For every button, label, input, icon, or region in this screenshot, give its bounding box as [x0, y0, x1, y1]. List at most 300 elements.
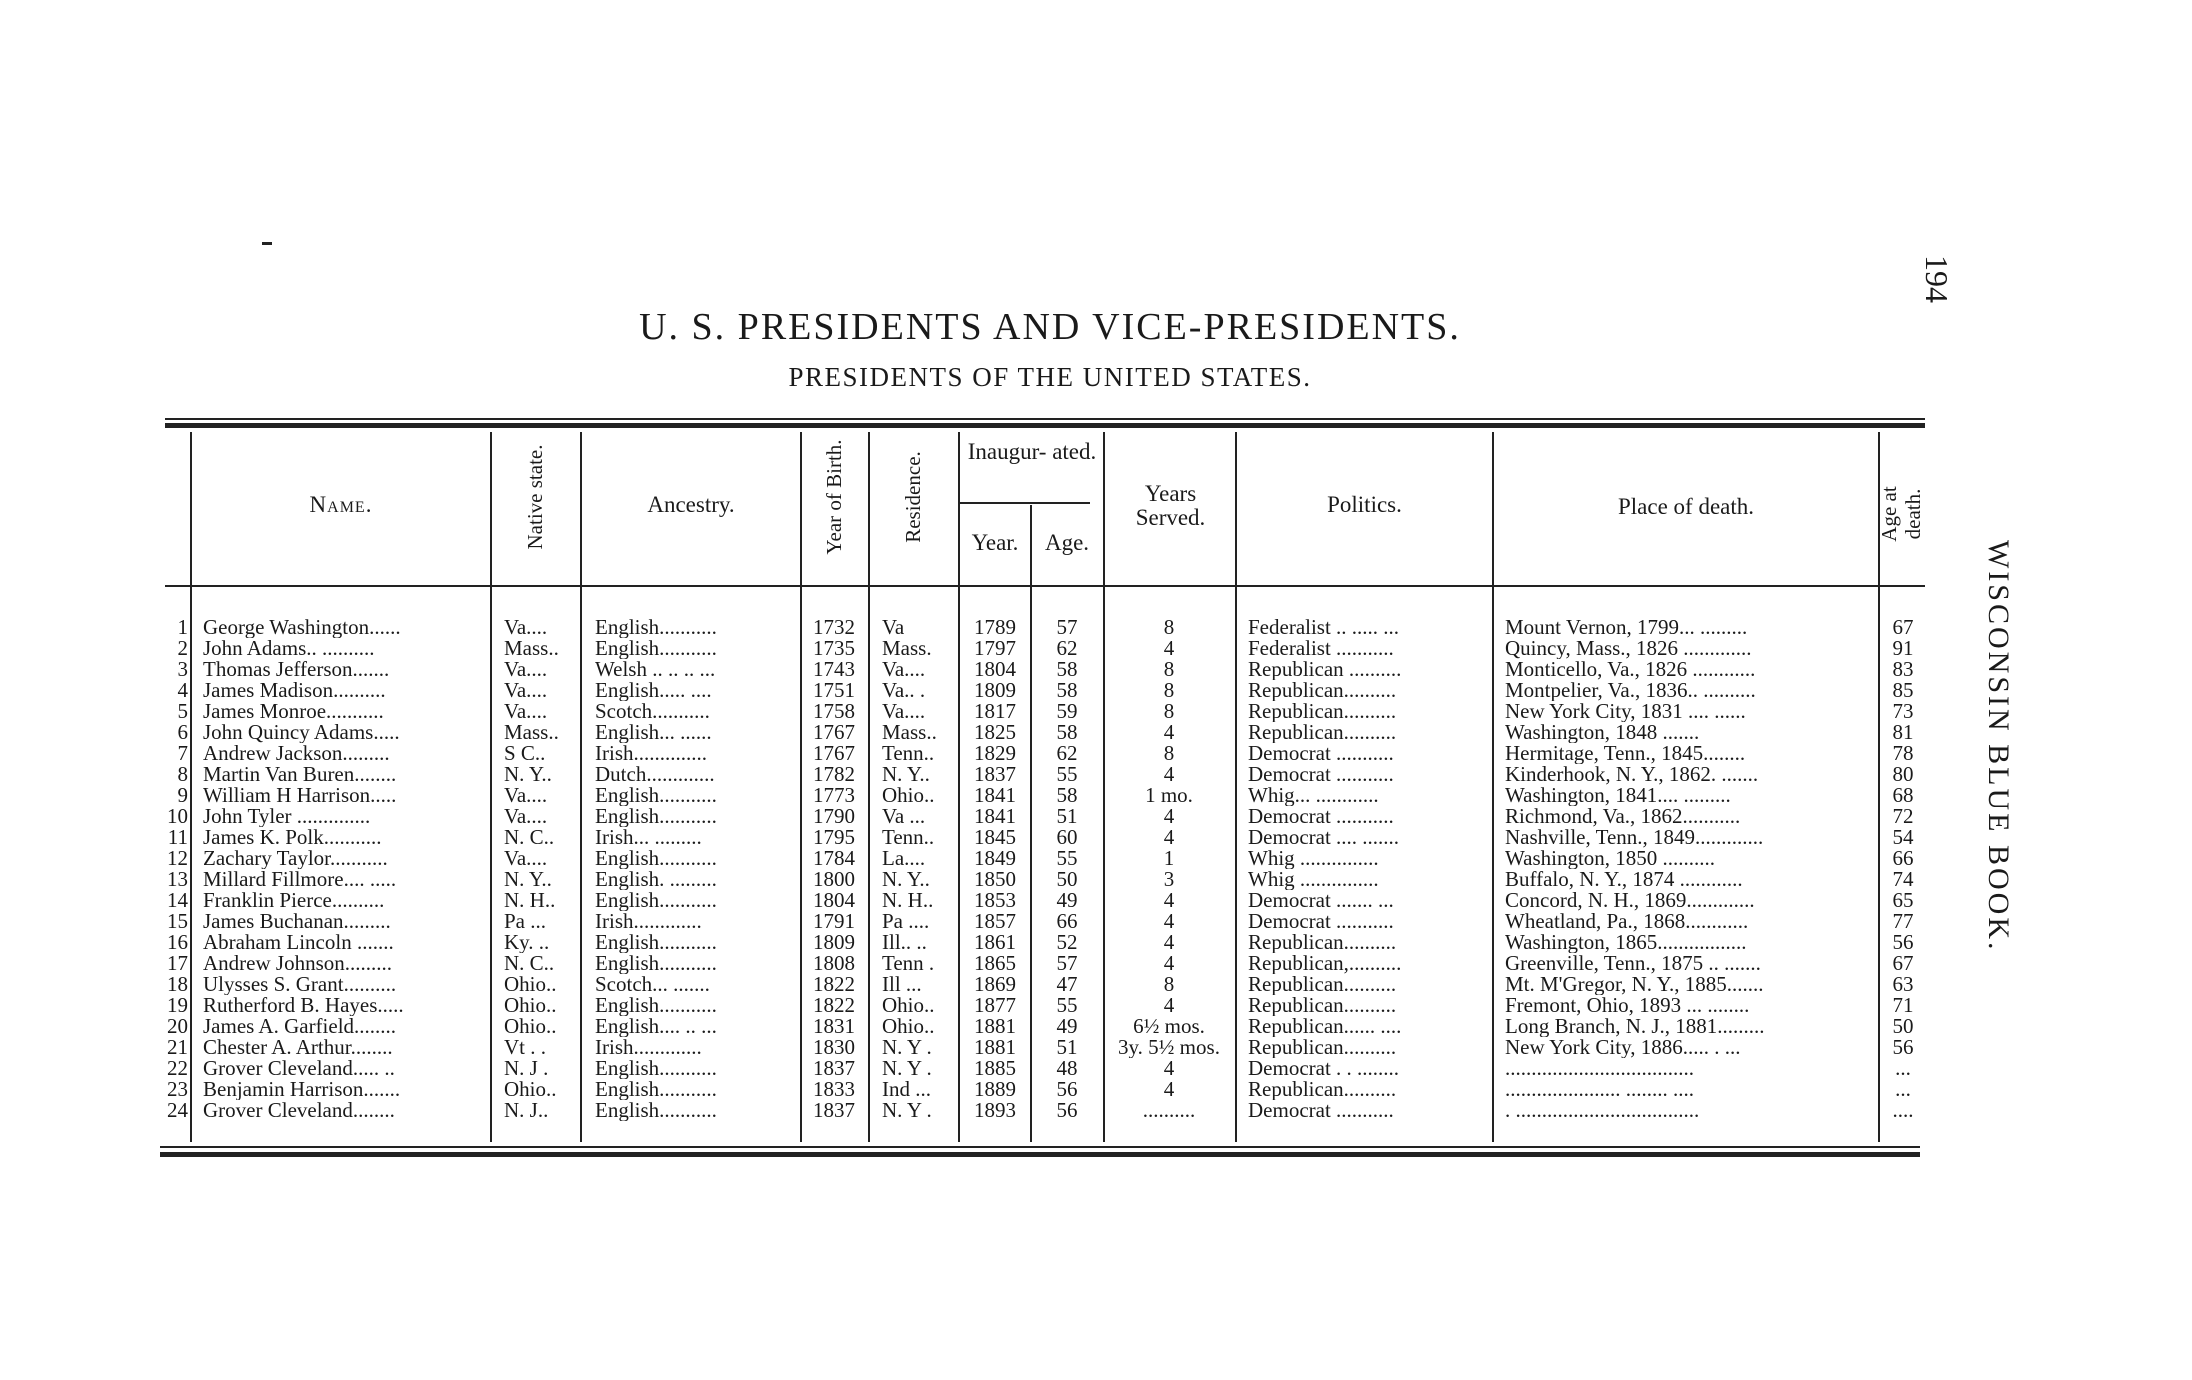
- cell-year: 1809: [974, 680, 1016, 701]
- cell-residence: Mass.: [882, 638, 932, 659]
- cell-no: 23: [167, 1079, 188, 1100]
- cell-politics: Whig... ............: [1248, 785, 1379, 806]
- cell-no: 7: [177, 743, 188, 764]
- cell-no: 9: [177, 785, 188, 806]
- cell-death: . ...................................: [1505, 1100, 1700, 1121]
- cell-birth: 1808: [813, 953, 855, 974]
- table-row: [0, 932, 2000, 953]
- cell-age-death: 78: [1892, 743, 1914, 764]
- cell-residence: Tenn .: [882, 953, 935, 974]
- cell-ancestry: English...........: [595, 995, 717, 1016]
- cell-birth: 1751: [813, 680, 855, 701]
- cell-ancestry: Irish..............: [595, 743, 707, 764]
- cell-name: George Washington......: [203, 617, 401, 638]
- cell-age-death: 56: [1892, 1037, 1914, 1058]
- cell-ancestry: Dutch.............: [595, 764, 715, 785]
- cell-age: 59: [1056, 701, 1078, 722]
- table-row: [0, 743, 2000, 764]
- cell-age: 49: [1056, 1016, 1078, 1037]
- table-row: [0, 911, 2000, 932]
- cell-name: Grover Cleveland..... ..: [203, 1058, 395, 1079]
- table-row: [0, 869, 2000, 890]
- cell-served: 4: [1163, 722, 1175, 743]
- cell-age-death: 80: [1892, 764, 1914, 785]
- cell-age: 58: [1056, 722, 1078, 743]
- cell-state: N. J .: [504, 1058, 549, 1079]
- cell-name: Andrew Johnson.........: [203, 953, 392, 974]
- cell-name: Zachary Taylor...........: [203, 848, 388, 869]
- cell-death: ...................... ........ ....: [1505, 1079, 1694, 1100]
- header-inaugurated-year: Year.: [971, 530, 1019, 555]
- cell-ancestry: English...........: [595, 848, 717, 869]
- cell-state: Ohio..: [504, 974, 557, 995]
- header-age-at-death: Age at death.: [1877, 486, 1925, 542]
- header-ancestry: Ancestry.: [647, 492, 735, 517]
- cell-age: 58: [1056, 659, 1078, 680]
- cell-residence: Va....: [882, 701, 926, 722]
- cell-birth: 1773: [813, 785, 855, 806]
- cell-name: Franklin Pierce..........: [203, 890, 385, 911]
- header-name: Name.: [309, 492, 373, 517]
- cell-age-death: 54: [1892, 827, 1914, 848]
- cell-name: James A. Garfield........: [203, 1016, 397, 1037]
- cell-served: 8: [1163, 680, 1175, 701]
- cell-ancestry: Scotch... .......: [595, 974, 710, 995]
- cell-birth: 1831: [813, 1016, 855, 1037]
- cell-birth: 1822: [813, 974, 855, 995]
- cell-residence: Ohio..: [882, 785, 935, 806]
- cell-residence: Va.. .: [882, 680, 926, 701]
- cell-death: Hermitage, Tenn., 1845........: [1505, 743, 1746, 764]
- cell-residence: Ill ...: [882, 974, 922, 995]
- cell-name: Grover Cleveland........: [203, 1100, 395, 1121]
- running-head: WISCONSIN BLUE BOOK.: [1982, 540, 2015, 953]
- cell-state: Va....: [504, 785, 548, 806]
- cell-state: Mass..: [504, 722, 559, 743]
- cell-politics: Republican..........: [1248, 932, 1397, 953]
- cell-age-death: 91: [1892, 638, 1914, 659]
- cell-politics: Whig ...............: [1248, 869, 1379, 890]
- cell-state: Va....: [504, 806, 548, 827]
- cell-name: John Adams.. ..........: [203, 638, 375, 659]
- cell-ancestry: English...........: [595, 1058, 717, 1079]
- cell-age: 52: [1056, 932, 1078, 953]
- cell-age: 50: [1056, 869, 1078, 890]
- cell-politics: Democrat . . ........: [1248, 1058, 1400, 1079]
- cell-politics: Republican..........: [1248, 974, 1397, 995]
- cell-death: Quincy, Mass., 1826 .............: [1505, 638, 1752, 659]
- cell-politics: Republican ..........: [1248, 659, 1402, 680]
- cell-death: Richmond, Va., 1862...........: [1505, 806, 1741, 827]
- cell-served: 4: [1163, 827, 1175, 848]
- cell-no: 11: [167, 827, 188, 848]
- cell-death: Kinderhook, N. Y., 1862. .......: [1505, 764, 1759, 785]
- cell-death: Washington, 1841.... .........: [1505, 785, 1731, 806]
- cell-ancestry: Irish.............: [595, 911, 702, 932]
- cell-served: 1: [1163, 848, 1175, 869]
- cell-age-death: 65: [1892, 890, 1914, 911]
- cell-politics: Republican..........: [1248, 1037, 1397, 1058]
- header-politics: Politics.: [1327, 492, 1402, 517]
- cell-death: Montpelier, Va., 1836.. ..........: [1505, 680, 1756, 701]
- cell-name: James K. Polk...........: [203, 827, 382, 848]
- cell-death: Washington, 1850 ..........: [1505, 848, 1716, 869]
- cell-ancestry: English...........: [595, 638, 717, 659]
- cell-served: 8: [1163, 743, 1175, 764]
- cell-residence: Va....: [882, 659, 926, 680]
- cell-age-death: 77: [1892, 911, 1914, 932]
- cell-age-death: 72: [1892, 806, 1914, 827]
- cell-birth: 1784: [813, 848, 855, 869]
- cell-politics: Republican..........: [1248, 680, 1397, 701]
- cell-state: Pa ...: [504, 911, 546, 932]
- cell-age-death: ...: [1895, 1058, 1911, 1079]
- cell-year: 1889: [974, 1079, 1016, 1100]
- cell-residence: Ohio..: [882, 1016, 935, 1037]
- cell-politics: Democrat .... .......: [1248, 827, 1400, 848]
- cell-year: 1849: [974, 848, 1016, 869]
- cell-politics: Republican,..........: [1248, 953, 1402, 974]
- cell-served: 4: [1163, 638, 1175, 659]
- cell-year: 1885: [974, 1058, 1016, 1079]
- cell-name: Abraham Lincoln .......: [203, 932, 394, 953]
- cell-year: 1865: [974, 953, 1016, 974]
- table-row: [0, 764, 2000, 785]
- table-row: [0, 1079, 2000, 1100]
- cell-residence: N. Y..: [882, 764, 930, 785]
- table-row: [0, 974, 2000, 995]
- cell-year: 1841: [974, 785, 1016, 806]
- cell-name: William H Harrison.....: [203, 785, 397, 806]
- cell-age-death: ...: [1895, 1079, 1911, 1100]
- cell-age-death: 71: [1892, 995, 1914, 1016]
- cell-served: 6½ mos.: [1133, 1016, 1205, 1037]
- table-row: [0, 890, 2000, 911]
- cell-death: Buffalo, N. Y., 1874 ............: [1505, 869, 1743, 890]
- cell-no: 8: [177, 764, 188, 785]
- cell-served: 8: [1163, 701, 1175, 722]
- cell-politics: Federalist .. ..... ...: [1248, 617, 1400, 638]
- top-rule-thick: [165, 423, 1925, 428]
- cell-year: 1841: [974, 806, 1016, 827]
- cell-no: 21: [167, 1037, 188, 1058]
- header-inaugurated-age: Age.: [1044, 530, 1090, 555]
- cell-birth: 1809: [813, 932, 855, 953]
- cell-name: Millard Fillmore.... .....: [203, 869, 397, 890]
- cell-age: 55: [1056, 764, 1078, 785]
- cell-death: Washington, 1848 .......: [1505, 722, 1700, 743]
- cell-ancestry: English...........: [595, 1079, 717, 1100]
- cell-age: 56: [1056, 1100, 1078, 1121]
- table-row: [0, 722, 2000, 743]
- top-rule-thin: [165, 418, 1925, 420]
- cell-age: 55: [1056, 995, 1078, 1016]
- cell-served: 4: [1163, 1058, 1175, 1079]
- cell-residence: N. Y .: [882, 1058, 932, 1079]
- cell-state: Ohio..: [504, 995, 557, 1016]
- cell-ancestry: English..... ....: [595, 680, 712, 701]
- cell-state: N. Y..: [504, 764, 552, 785]
- cell-death: Long Branch, N. J., 1881.........: [1505, 1016, 1765, 1037]
- cell-age-death: ....: [1892, 1100, 1914, 1121]
- table-row: [0, 659, 2000, 680]
- cell-year: 1869: [974, 974, 1016, 995]
- cell-served: 1 mo.: [1145, 785, 1193, 806]
- cell-state: N. Y..: [504, 869, 552, 890]
- cell-residence: Pa ....: [882, 911, 930, 932]
- cell-age-death: 68: [1892, 785, 1914, 806]
- cell-politics: Republican..........: [1248, 701, 1397, 722]
- cell-death: New York City, 1886..... . ...: [1505, 1037, 1741, 1058]
- cell-age: 57: [1056, 617, 1078, 638]
- cell-served: 8: [1163, 974, 1175, 995]
- cell-no: 2: [177, 638, 188, 659]
- cell-year: 1881: [974, 1037, 1016, 1058]
- cell-no: 6: [177, 722, 188, 743]
- cell-ancestry: English...........: [595, 932, 717, 953]
- cell-politics: Republican...... ....: [1248, 1016, 1402, 1037]
- cell-death: Concord, N. H., 1869.............: [1505, 890, 1755, 911]
- cell-birth: 1833: [813, 1079, 855, 1100]
- cell-birth: 1804: [813, 890, 855, 911]
- cell-birth: 1758: [813, 701, 855, 722]
- cell-birth: 1767: [813, 722, 855, 743]
- cell-residence: Tenn..: [882, 827, 935, 848]
- cell-year: 1797: [974, 638, 1016, 659]
- cell-residence: N. Y .: [882, 1037, 932, 1058]
- cell-birth: 1735: [813, 638, 855, 659]
- cell-ancestry: Irish... .........: [595, 827, 702, 848]
- cell-served: 4: [1163, 932, 1175, 953]
- cell-politics: Democrat ....... ...: [1248, 890, 1394, 911]
- cell-age-death: 50: [1892, 1016, 1914, 1037]
- header-year-of-birth: Year of Birth.: [822, 439, 846, 555]
- cell-name: Chester A. Arthur........: [203, 1037, 393, 1058]
- cell-death: New York City, 1831 .... ......: [1505, 701, 1746, 722]
- cell-no: 1: [177, 617, 188, 638]
- cell-death: Greenville, Tenn., 1875 .. .......: [1505, 953, 1761, 974]
- header-inaugurated: Inaugur- ated.: [967, 439, 1097, 464]
- cell-death: Washington, 1865.................: [1505, 932, 1747, 953]
- cell-death: Fremont, Ohio, 1893 ... ........: [1505, 995, 1750, 1016]
- cell-state: Va....: [504, 848, 548, 869]
- cell-state: Va....: [504, 617, 548, 638]
- cell-year: 1881: [974, 1016, 1016, 1037]
- cell-state: Va....: [504, 701, 548, 722]
- cell-birth: 1767: [813, 743, 855, 764]
- cell-no: 17: [167, 953, 188, 974]
- bottom-rule-thin: [160, 1146, 1920, 1148]
- cell-residence: Mass..: [882, 722, 937, 743]
- cell-death: Mount Vernon, 1799... .........: [1505, 617, 1748, 638]
- cell-birth: 1822: [813, 995, 855, 1016]
- cell-ancestry: English... ......: [595, 722, 712, 743]
- cell-state: Vt . .: [504, 1037, 546, 1058]
- cell-politics: Republican..........: [1248, 722, 1397, 743]
- cell-age-death: 63: [1892, 974, 1914, 995]
- cell-age: 48: [1056, 1058, 1078, 1079]
- cell-birth: 1791: [813, 911, 855, 932]
- cell-served: 4: [1163, 1079, 1175, 1100]
- table-row: [0, 1037, 2000, 1058]
- cell-year: 1893: [974, 1100, 1016, 1121]
- cell-year: 1825: [974, 722, 1016, 743]
- cell-residence: N. Y .: [882, 1100, 932, 1121]
- cell-age-death: 81: [1892, 722, 1914, 743]
- stray-mark: [262, 242, 272, 245]
- cell-name: Andrew Jackson.........: [203, 743, 390, 764]
- cell-age-death: 73: [1892, 701, 1914, 722]
- cell-year: 1857: [974, 911, 1016, 932]
- cell-ancestry: English.... .. ...: [595, 1016, 717, 1037]
- cell-state: Mass..: [504, 638, 559, 659]
- cell-age: 47: [1056, 974, 1078, 995]
- cell-ancestry: English...........: [595, 785, 717, 806]
- cell-politics: Federalist ...........: [1248, 638, 1394, 659]
- cell-no: 5: [177, 701, 188, 722]
- cell-served: 3y. 5½ mos.: [1118, 1037, 1220, 1058]
- cell-year: 1829: [974, 743, 1016, 764]
- cell-served: 4: [1163, 890, 1175, 911]
- cell-state: N. J..: [504, 1100, 549, 1121]
- cell-year: 1853: [974, 890, 1016, 911]
- cell-residence: Ill.. ..: [882, 932, 927, 953]
- cell-age-death: 74: [1892, 869, 1914, 890]
- table-row: [0, 785, 2000, 806]
- cell-no: 14: [167, 890, 188, 911]
- cell-year: 1850: [974, 869, 1016, 890]
- cell-state: Ohio..: [504, 1016, 557, 1037]
- cell-death: Monticello, Va., 1826 ............: [1505, 659, 1756, 680]
- cell-ancestry: English. .........: [595, 869, 717, 890]
- cell-served: 4: [1163, 911, 1175, 932]
- cell-age-death: 66: [1892, 848, 1914, 869]
- cell-name: Rutherford B. Hayes.....: [203, 995, 404, 1016]
- cell-ancestry: English...........: [595, 806, 717, 827]
- cell-state: Ky. ..: [504, 932, 550, 953]
- cell-served: 4: [1163, 995, 1175, 1016]
- table-row: [0, 617, 2000, 638]
- cell-state: N. C..: [504, 827, 555, 848]
- header-rule: [165, 585, 1925, 587]
- cell-politics: Democrat ...........: [1248, 743, 1394, 764]
- cell-name: Martin Van Buren........: [203, 764, 397, 785]
- cell-no: 10: [167, 806, 188, 827]
- cell-state: Ohio..: [504, 1079, 557, 1100]
- cell-politics: Whig ...............: [1248, 848, 1379, 869]
- cell-age: 58: [1056, 680, 1078, 701]
- cell-ancestry: English...........: [595, 953, 717, 974]
- inaugurated-rule: [960, 502, 1090, 504]
- cell-served: 4: [1163, 953, 1175, 974]
- cell-served: 3: [1163, 869, 1175, 890]
- cell-residence: N. H..: [882, 890, 934, 911]
- cell-age-death: 85: [1892, 680, 1914, 701]
- page-number: 194: [1919, 255, 1955, 303]
- cell-no: 15: [167, 911, 188, 932]
- table-row: [0, 1058, 2000, 1079]
- cell-politics: Democrat ...........: [1248, 764, 1394, 785]
- cell-age-death: 56: [1892, 932, 1914, 953]
- cell-death: Mt. M'Gregor, N. Y., 1885.......: [1505, 974, 1764, 995]
- cell-age: 58: [1056, 785, 1078, 806]
- cell-state: Va....: [504, 659, 548, 680]
- table-row: [0, 1100, 2000, 1121]
- cell-age-death: 83: [1892, 659, 1914, 680]
- header-years-served: Years Served.: [1135, 481, 1206, 530]
- cell-no: 4: [177, 680, 188, 701]
- cell-death: ....................................: [1505, 1058, 1694, 1079]
- cell-served: 8: [1163, 617, 1175, 638]
- table-row: [0, 701, 2000, 722]
- cell-served: 4: [1163, 806, 1175, 827]
- table-row: [0, 827, 2000, 848]
- cell-birth: 1790: [813, 806, 855, 827]
- cell-politics: Democrat ...........: [1248, 1100, 1394, 1121]
- table-row: [0, 953, 2000, 974]
- cell-ancestry: English...........: [595, 617, 717, 638]
- cell-politics: Democrat ...........: [1248, 911, 1394, 932]
- cell-no: 22: [167, 1058, 188, 1079]
- cell-birth: 1800: [813, 869, 855, 890]
- cell-year: 1804: [974, 659, 1016, 680]
- table-row: [0, 638, 2000, 659]
- cell-age-death: 67: [1892, 617, 1914, 638]
- table-row: [0, 995, 2000, 1016]
- cell-state: N. C..: [504, 953, 555, 974]
- cell-politics: Democrat ...........: [1248, 806, 1394, 827]
- bottom-rule-thick: [160, 1152, 1920, 1157]
- table-row: [0, 848, 2000, 869]
- header-place-of-death: Place of death.: [1617, 494, 1755, 519]
- cell-age-death: 67: [1892, 953, 1914, 974]
- cell-year: 1861: [974, 932, 1016, 953]
- header-native-state: Native state.: [523, 444, 547, 550]
- cell-no: 16: [167, 932, 188, 953]
- cell-death: Nashville, Tenn., 1849.............: [1505, 827, 1764, 848]
- cell-residence: N. Y..: [882, 869, 930, 890]
- cell-residence: Ohio..: [882, 995, 935, 1016]
- cell-no: 3: [177, 659, 188, 680]
- cell-year: 1845: [974, 827, 1016, 848]
- cell-no: 24: [167, 1100, 188, 1121]
- header-residence: Residence.: [901, 451, 925, 543]
- cell-birth: 1837: [813, 1100, 855, 1121]
- cell-age: 66: [1056, 911, 1078, 932]
- cell-name: John Tyler ..............: [203, 806, 371, 827]
- cell-birth: 1782: [813, 764, 855, 785]
- cell-name: Ulysses S. Grant..........: [203, 974, 397, 995]
- cell-ancestry: English...........: [595, 1100, 717, 1121]
- cell-birth: 1830: [813, 1037, 855, 1058]
- cell-served: ..........: [1142, 1100, 1196, 1121]
- cell-age: 62: [1056, 638, 1078, 659]
- cell-age: 60: [1056, 827, 1078, 848]
- cell-name: James Monroe...........: [203, 701, 384, 722]
- table-row: [0, 806, 2000, 827]
- cell-ancestry: Scotch...........: [595, 701, 710, 722]
- cell-age: 57: [1056, 953, 1078, 974]
- table-row: [0, 1016, 2000, 1037]
- cell-ancestry: Irish.............: [595, 1037, 702, 1058]
- cell-name: James Buchanan.........: [203, 911, 391, 932]
- cell-residence: La....: [882, 848, 926, 869]
- page-subtitle: PRESIDENTS OF THE UNITED STATES.: [788, 362, 1312, 392]
- cell-age: 51: [1056, 806, 1078, 827]
- cell-served: 8: [1163, 659, 1175, 680]
- cell-state: Va....: [504, 680, 548, 701]
- cell-birth: 1795: [813, 827, 855, 848]
